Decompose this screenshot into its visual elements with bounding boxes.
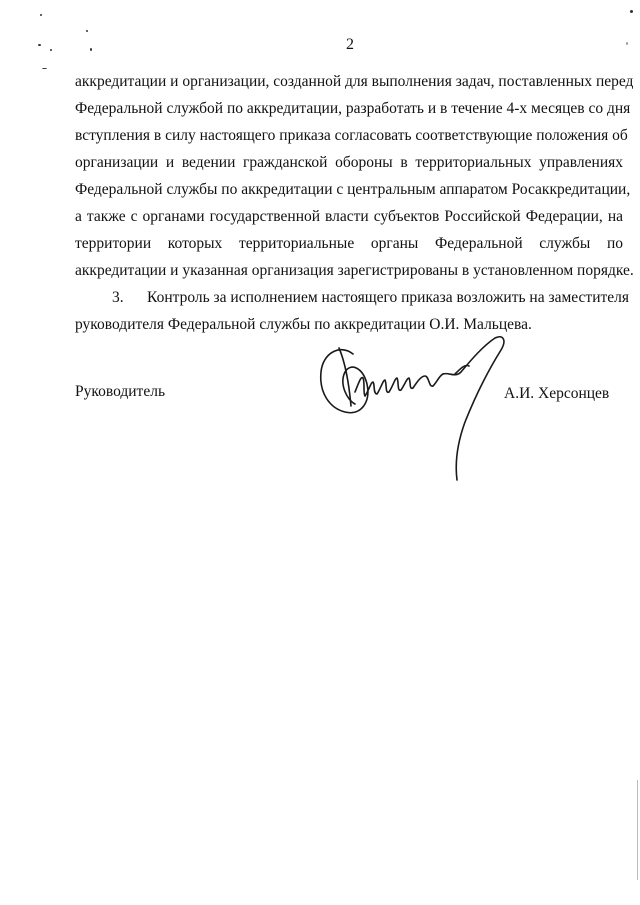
signatory-title: Руководитель [75, 383, 166, 400]
handwritten-signature [315, 332, 525, 482]
page-number: 2 [346, 36, 354, 53]
text-line [75, 284, 630, 311]
text-line: аккредитации и организации, созданной для выполнения задач, поставленных перед [75, 73, 634, 90]
text-line: организации и ведении гражданской обороны в территориальных управлениях [75, 154, 623, 171]
item-number: 3. [112, 289, 124, 306]
text-line: аккредитации и указанная организация зарегистрированы в установленном порядке. [75, 262, 634, 279]
scan-speck [42, 68, 47, 69]
paragraph-continuation [75, 68, 634, 284]
paragraph-item-3 [75, 284, 630, 338]
document-body [75, 68, 634, 338]
text-line: территории которых территориальные органы Федеральной службы по [75, 235, 623, 252]
text-line: вступления в силу настоящего приказа согласовать соответствующие положения об [75, 127, 628, 144]
scan-edge-line [637, 780, 638, 880]
text-line: Федеральной службы по аккредитации с центральным аппаратом Росаккредитации, [75, 181, 631, 198]
scan-speck [40, 14, 42, 16]
scan-speck [630, 10, 633, 13]
signatory-name: А.И. Херсонцев [504, 385, 610, 402]
text-line: Федеральной службой по аккредитации, разработать и в течение 4-х месяцев со дня [75, 100, 631, 117]
text-line: а также с органами государственной власти субъектов Российской Федерации, на [75, 208, 623, 225]
scan-speck [86, 30, 88, 32]
item-text: Контроль за исполнением настоящего приказа возложить на заместителя [147, 289, 630, 306]
text-line: руководителя Федеральной службы по аккредитации О.И. Мальцева. [75, 316, 532, 333]
